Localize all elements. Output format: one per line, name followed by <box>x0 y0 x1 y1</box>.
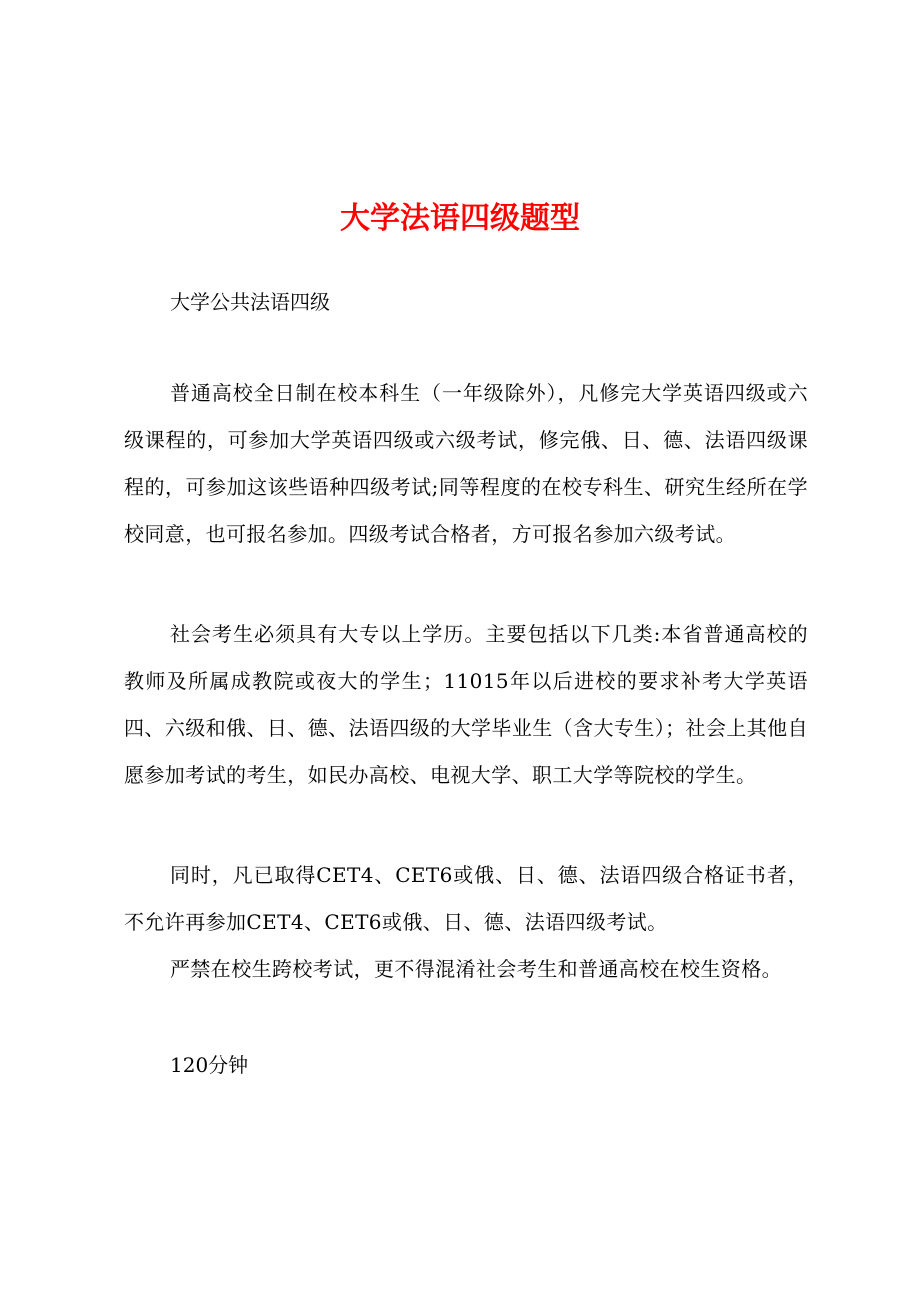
paragraph-certificate-rule: 同时，凡已取得CET4、CET6或俄、日、德、法语四级合格证书者，不允许再参加CET4、CET6或俄、日、德、法语四级考试。 <box>124 863 808 934</box>
exam-duration: 120分钟 <box>170 1053 249 1077</box>
paragraph-eligibility-students: 普通高校全日制在校本科生（一年级除外），凡修完大学英语四级或六级课程的，可参加大学英语四级或六级考试，修完俄、日、德、法语四级课程的，可参加这该些语种四级考试;同等程度的在校专科生、研究生经所在学校同意，也可报名参加。四级考试合格者，方可报名参加六级考试。 <box>124 381 808 546</box>
document-subtitle: 大学公共法语四级 <box>170 290 330 314</box>
document-title: 大学法语四级题型 <box>340 201 580 236</box>
paragraph-prohibition: 严禁在校生跨校考试，更不得混淆社会考生和普通高校在校生资格。 <box>170 957 782 981</box>
paragraph-eligibility-social: 社会考生必须具有大专以上学历。主要包括以下几类:本省普通高校的教师及所属成教院或夜大的学生；11015年以后进校的要求补考大学英语四、六级和俄、日、德、法语四级的大学毕业生（含大专生）；社会上其他自愿参加考试的考生，如民办高校、电视大学、职工大学等院校的学生。 <box>124 622 808 787</box>
